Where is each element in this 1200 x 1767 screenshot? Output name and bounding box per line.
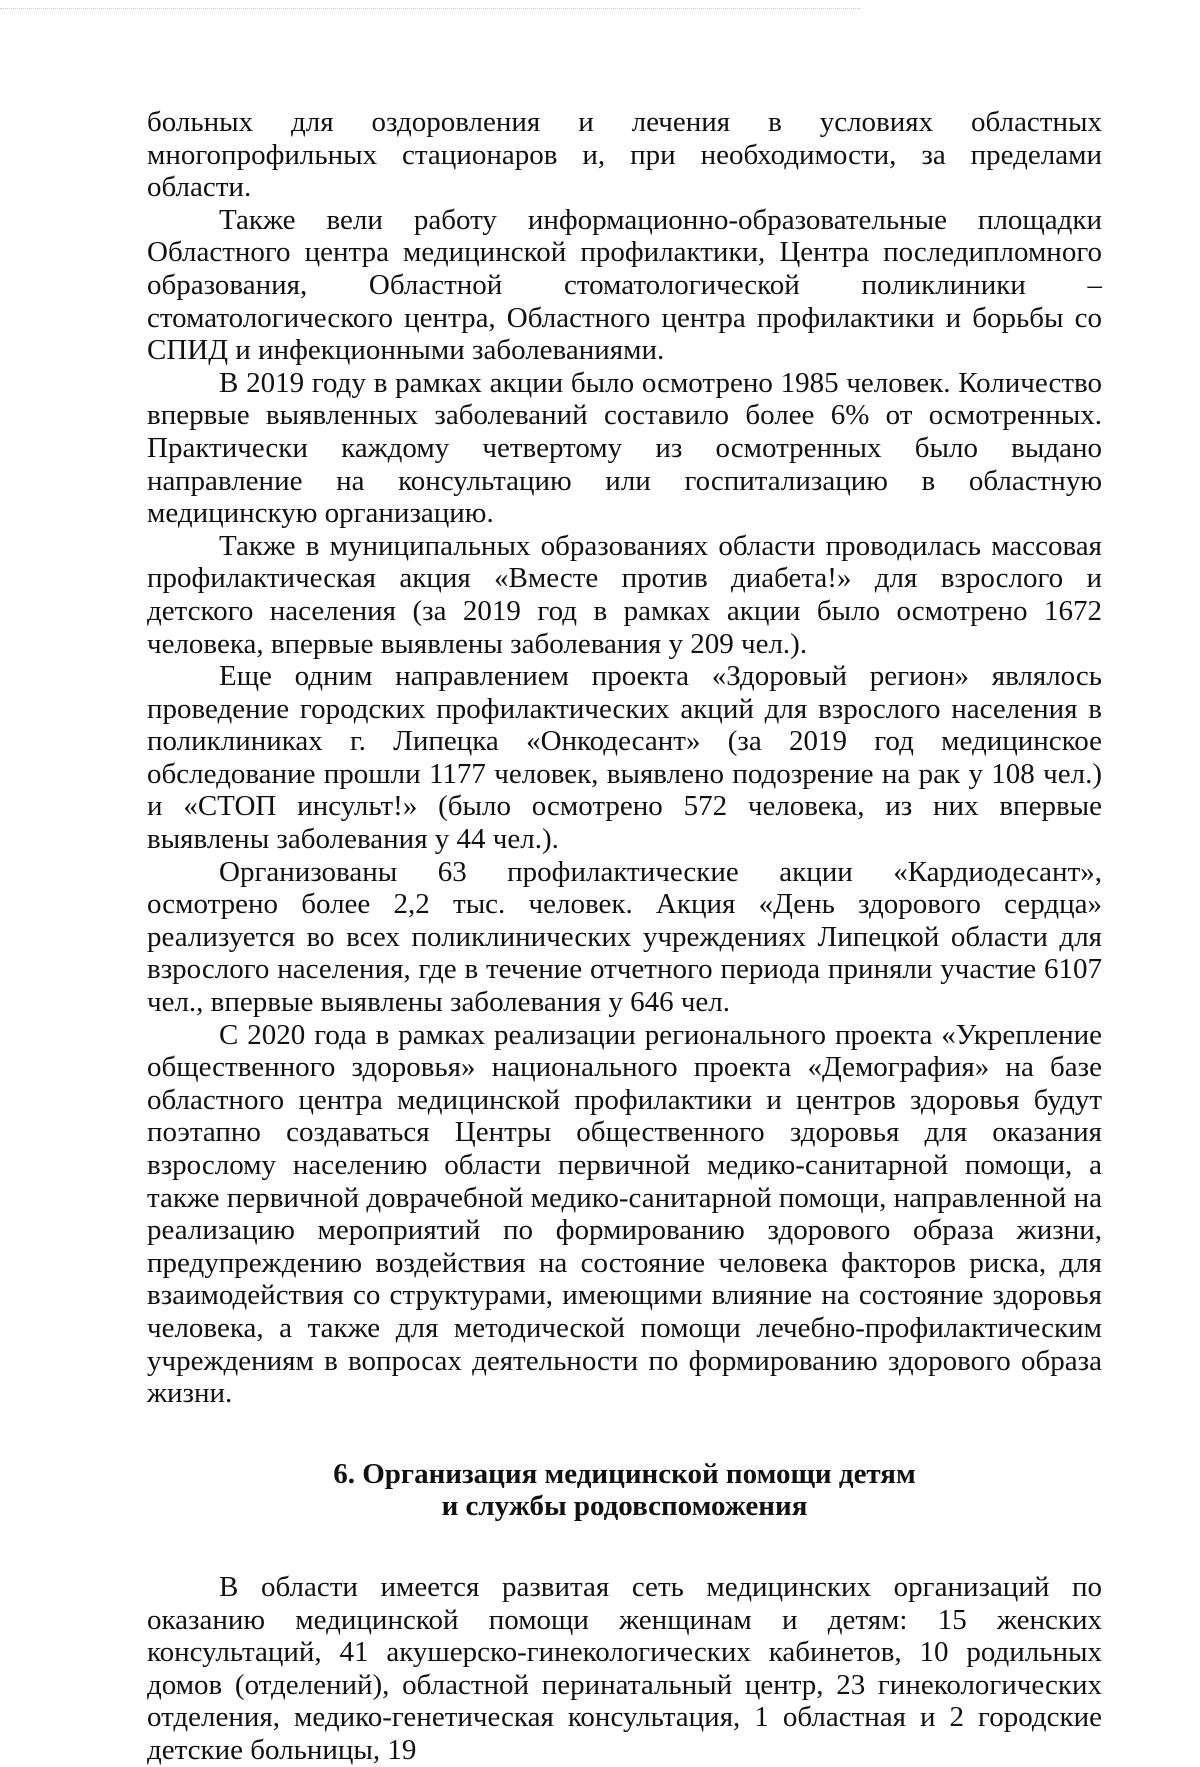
paragraph-education-platforms: Также вели работу информационно-образовательные площадки Областного центра медицинской профилактики, Центра последипломного образования, Областной стоматологической поликлиники – стоматологического центра, Областного центра профилактики и борьбы со СПИД и инфекционными заболеваниями. (147, 203, 1102, 367)
paragraph-public-health-centers: С 2020 года в рамках реализации регионального проекта «Укрепление общественного здоровья» национального проекта «Демография» на базе областного центра медицинской профилактики и центров здоровья будут поэтапно создаваться Центры общественного здоровья для оказания взрослому населению области первичной медико-санитарной помощи, а также первичной доврачебной медико-санитарной помощи, направленной на реализацию мероприятий по формированию здорового образа жизни, предупреждению воздействия на состояние человека факторов риска, для взаимодействия со структурами, имеющими влияние на состояние здоровья человека, а также для методической помощи лечебно-профилактическим учреждениям в вопросах деятельности по формированию здорового образа жизни. (147, 1018, 1102, 1410)
paragraph-2019-results: В 2019 году в рамках акции было осмотрено 1985 человек. Количество впервые выявленных заболеваний составило более 6% от осмотренных. Практически каждому четвертому из осмотренных было выдано направление на консультацию или госпитализацию в областную медицинскую организацию. (147, 366, 1102, 530)
paragraph-continuation: больных для оздоровления и лечения в условиях областных многопрофильных стационаров и, при необходимости, за пределами области. (147, 106, 1102, 204)
paragraph-diabetes-action: Также в муниципальных образованиях области проводилась массовая профилактическая акция «Вместе против диабета!» для взрослого и детского населения (за 2019 год в рамках акции было осмотрено 1672 человека, впервые выявлены заболевания у 209 чел.). (147, 529, 1102, 660)
scan-artifact-line (0, 8, 860, 9)
section-heading-line-2: и службы родовспоможения (441, 1490, 808, 1523)
section-heading-line-1: 6. Организация медицинской помощи детям (333, 1457, 916, 1490)
paragraph-cardiodesant: Организованы 63 профилактические акции «Кардиодесант», осмотрено более 2,2 тыс. человек. Акция «День здорового сердца» реализуется во всех поликлинических учреждениях Липецкой области для взрослого населения, где в течение отчетного периода приняли участие 6107 чел., впервые выявлены заболевания у 646 чел. (147, 855, 1102, 1019)
document-page (147, 106, 1102, 1767)
paragraph-medical-network: В области имеется развитая сеть медицинских организаций по оказанию медицинской помощи женщинам и детям: 15 женских консультаций, 41 акушерско-гинекологических кабинетов, 10 родильных домов (отделений), областной перинатальный центр, 23 гинекологических отделения, медико-генетическая консультация, 1 областная и 2 городские детские больницы, 19 (147, 1570, 1102, 1766)
paragraph-healthy-region: Еще одним направлением проекта «Здоровый регион» являлось проведение городских профилактических акций для взрослого населения в поликлиниках г. Липецка «Онкодесант» (за 2019 год медицинское обследование прошли 1177 человек, выявлено подозрение на рак у 108 чел.) и «СТОП инсульт!» (было осмотрено 572 человека, из них впервые выявлены заболевания у 44 чел.). (147, 660, 1102, 856)
section-heading (147, 1458, 1102, 1523)
